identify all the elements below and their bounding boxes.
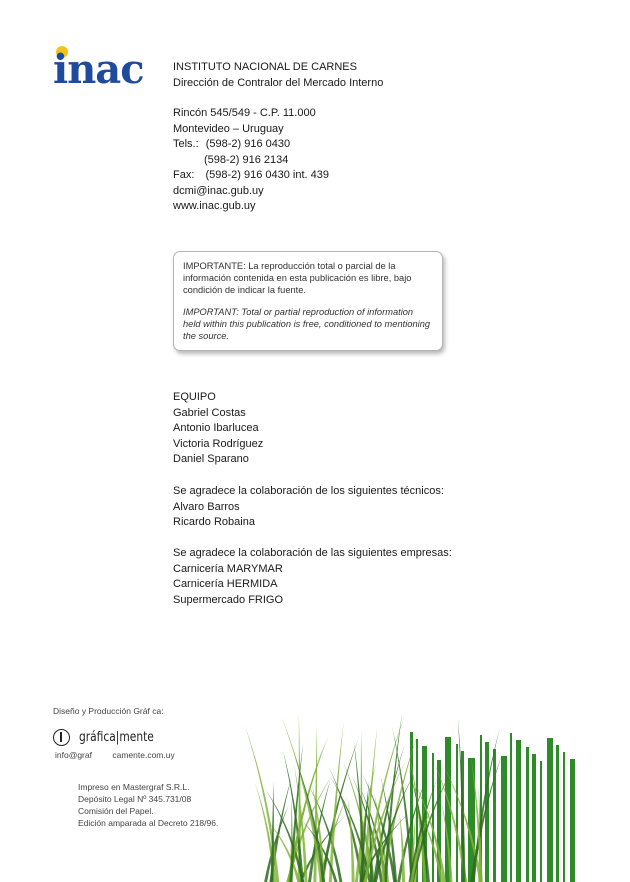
city: Montevideo – Uruguay — [173, 122, 284, 135]
technicians-block — [173, 484, 444, 531]
team-member: Victoria Rodríguez — [173, 437, 264, 450]
contact-domain-part[interactable]: camente.com.uy — [112, 750, 175, 760]
company: Supermercado FRIGO — [173, 593, 284, 606]
barcode-bar — [510, 733, 512, 882]
address-block — [173, 106, 329, 215]
barcode-bar — [432, 753, 434, 882]
barcode-bar — [532, 754, 536, 882]
fax-label: Fax: — [173, 169, 195, 181]
technicians-intro: Se agradece la colaboración de los siguientes técnicos: — [173, 485, 444, 497]
logo-text: inac — [53, 46, 144, 93]
barcode-bar — [547, 738, 553, 882]
barcode-bar — [493, 749, 496, 882]
print-line: Comisión del Papel. — [78, 806, 154, 816]
company: Carnicería HERMIDA — [173, 578, 278, 590]
dept-name: Dirección de Contralor del Mercado Interno — [173, 76, 384, 89]
barcode-bar — [563, 752, 565, 882]
print-line: Depósito Legal Nº 345.731/08 — [78, 794, 192, 804]
companies-block — [173, 546, 452, 608]
street: Rincón 545/549 - C.P. 11.000 — [173, 107, 316, 119]
barcode-bar — [540, 761, 542, 882]
graficamente-contact — [55, 750, 175, 760]
barcode-bar — [570, 759, 575, 882]
team-title: EQUIPO — [173, 391, 216, 403]
tel1: (598-2) 916 0430 — [205, 138, 291, 150]
fax: (598-2) 916 0430 int. 439 — [205, 169, 330, 181]
graficamente-brand: gráfica|mente — [79, 730, 155, 746]
email-link[interactable]: dcmi@inac.gub.uy — [173, 184, 264, 197]
print-line: Edición amparada al Decreto 218/96. — [78, 818, 219, 828]
web-link[interactable]: www.inac.gub.uy — [173, 200, 256, 212]
barcode-bar — [516, 740, 521, 882]
companies-intro: Se agradece la colaboración de las siguientes empresas: — [173, 547, 452, 559]
print-line: Impreso en Mastergraf S.R.L. — [78, 782, 190, 792]
print-info — [78, 781, 218, 829]
barcode-bar — [556, 745, 559, 882]
tel-label: Tels.: — [173, 138, 199, 150]
tel2: (598-2) 916 2134 — [204, 153, 289, 166]
fax-line — [173, 168, 329, 184]
contact-email-part[interactable]: info@graf — [55, 750, 92, 760]
team-member: Antonio Ibarlucea — [173, 422, 259, 434]
notice-es: IMPORTANTE: La reproducción total o parcial de la información contenida en esta publicación es libre, bajo condición de indicar la fuente. — [183, 261, 412, 295]
notice-box — [173, 251, 443, 351]
barcode-bar — [501, 756, 507, 882]
graficamente-logo — [53, 729, 171, 747]
notice-en: IMPORTANT: Total or partial reproduction of information held within this publication is free, conditioned to mentioning the source. — [183, 307, 431, 341]
header-block — [173, 60, 383, 91]
technician: Ricardo Robaina — [173, 516, 255, 528]
company: Carnicería MARYMAR — [173, 562, 283, 575]
tel-line — [173, 137, 329, 153]
barcode-bar — [456, 744, 458, 882]
team-member: Gabriel Costas — [173, 406, 246, 419]
design-label: Diseño y Producción Gráf ca: — [53, 706, 164, 716]
org-name: INSTITUTO NACIONAL DE CARNES — [173, 61, 357, 73]
inac-logo — [53, 46, 161, 94]
graficamente-emblem-icon — [53, 729, 70, 746]
team-member: Daniel Sparano — [173, 453, 249, 465]
grass-barcode-illustration — [240, 710, 630, 882]
barcode-bar — [526, 747, 529, 882]
team-block — [173, 390, 263, 468]
technician: Alvaro Barros — [173, 500, 240, 513]
